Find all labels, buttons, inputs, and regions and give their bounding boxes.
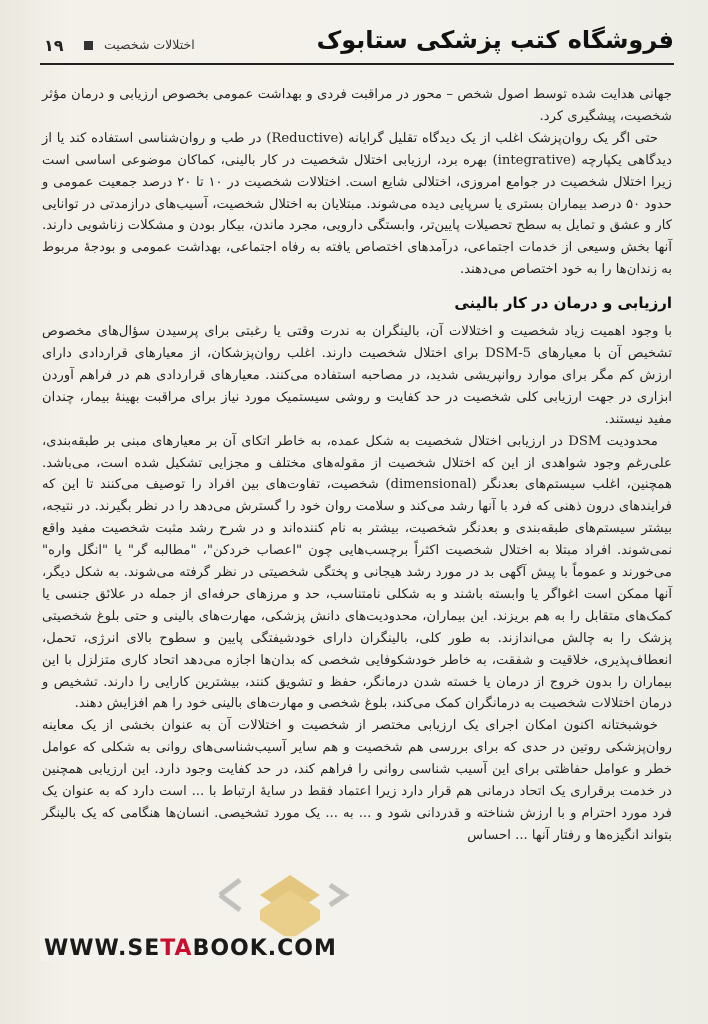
running-head: اختلالات شخصیت: [104, 37, 195, 52]
page-header: [40, 26, 674, 62]
header-square-icon: [84, 41, 93, 50]
site-url-prefix: WWW.SE: [44, 936, 161, 961]
store-title: فروشگاه کتب پزشکی ستابوک: [316, 26, 674, 54]
paragraph-5: خوشبختانه اکنون امکان اجرای یک ارزیابی مختصر از شخصیت و اختلالات آن به عنوان بخشی از یک معاینه روان‌پزشکی روتین در حدی که برای بررسی هم شخصیت و هم سایر آسیب‌شناسی‌های روانی به شکلی که عوامل خطر و عوامل حفاظتی برای این آسیب شناسی روانی را فراهم کند، در حد کفایت وجود دارد. این ارزیابی همچنین در خدمت برقراری یک اتحاد درمانی هم قرار دارد زیرا اعتماد فقط در سایهٔ ارتباط با ... است دارد که به عنوان یک فرد مورد احترام و با ارزش شناخته و قدردانی شود و ... به ... یک مورد تشخیصی. انسان‌ها هنگامی که یک بالینگر بتواند انگیزه‌ها و رفتار آنها ... احساس: [42, 718, 672, 843]
site-url-suffix: BOOK.COM: [192, 936, 337, 961]
paragraph-1: جهانی هدایت شده توسط اصول شخص – محور در مراقبت فردی و بهداشت عمومی بخصوص ارزیابی و درمان مؤثر شخصیت، پیشگیری کرد.: [42, 87, 672, 124]
header-rule: [40, 63, 674, 65]
site-url-highlight: TA: [160, 936, 193, 961]
body-text: [42, 84, 672, 847]
paragraph-3: با وجود اهمیت زیاد شخصیت و اختلالات آن، بالینگران به ندرت وقتی یا رغبتی برای پرسیدن سؤال‌های مخصوص تشخیص آن با معیارهای DSM-5 برای اختلال شخصیت دارند. اغلب روان‌پزشکان، از معیارهای قراردادی دارای ارزش کم مگر برای موارد روانپریشی شدید، در مصاحبه استفاده می‌کنند. معیارهای قراردادی هم در فراهم آوردن ابزاری در جهت ارزیابی کلی شخصیت در حد کفایت و روشی سیستمیک مورد نیاز برای مراقبت بهینهٔ بیمار، چندان مفید نیستند.: [42, 324, 672, 427]
paragraph-2: حتی اگر یک روان‌پزشک اغلب از یک دیدگاه تقلیل گرایانه (Reductive) در طب و روان‌شناسی استفاده کند یا از دیدگاهی یکپارچه (integrative) بهره برد، ارزیابی اختلال شخصیت در کار بالینی، کماکان موضوعی اساسی است زیرا اختلال شخصیت در جوامع امروزی، اختلالی شایع است. اختلالات شخصیت در ۱۰ تا ۲۰ درصد جمعیت عمومی و حدود ۵۰ درصد بیماران بستری یا سرپایی دیده می‌شوند. مبتلایان به اختلال شخصیت، آسیب‌های درازمدتی در توانایی کار و عشق و تمایل به سطح تحصیلات پایین‌تر، وابستگی دارویی، مجرد ماندن، بیکار بودن و مشکلات زناشویی دارند. آنها بخش وسیعی از خدمات اجتماعی، درآمدهای اختصاص یافته به رفاه اجتماعی، بهداشت عمومی و بودجهٔ مربوط به زندان‌ها را به خود اختصاص می‌دهند.: [42, 130, 672, 278]
page-number: ۱۹: [44, 36, 64, 55]
paragraph-4: محدودیت DSM در ارزیابی اختلال شخصیت به شکل عمده، به خاطر اتکای آن بر معیارهای مبنی بر طبقه‌بندی، علی‌رغم وجود شواهدی از این که اختلال شخصیت از مقوله‌های مختلف و مجزایی تشکیل شده است، می‌باشد. همچنین، اغلب سیستم‌های بعدنگر (dimensional) شخصیت، تفاوت‌های بین افراد را توصیف می‌کنند تا این که فرایندهای درون ذهنی که فرد با آنها رشد می‌کند و سلامت روان خود را گسترش می‌دهد را در نظر بگیرند. در نتیجه، بیشتر سیستم‌های طبقه‌بندی و بعدنگر شخصیت، بیشتر به نام کننده‌اند و در شرح رشد مثبت شخصیت مفید واقع نمی‌شوند. افراد مبتلا به اختلال شخصیت اکثراً برچسب‌هایی چون "اعصاب خردکن"، "مطالبه گر" یا "انگل واره" می‌خورند و عموماً با پیش آگهی بد در مورد رشد هیجانی و پختگی شخصیتی در نظر گرفته می‌شوند. به شکل دیگر، آنها ممکن است اغواگر یا وابسته باشند و به شکلی نامتناسب، حد و مرزهای حرفه‌ای از جمله در علائق جنسی یا کمک‌های متقابل را به هم بریزند. این بیماران، محدودیت‌های دانش پزشکی، مهارت‌های بالینی و حتی بلوغ شخصیتی پزشک را به چالش می‌اندازند. به طور کلی، بالینگران دارای خودشیفتگی پایین و سطوح بالای انرژی، تحمل، انعطاف‌پذیری، خلاقیت و شفقت، به خاطر خودشکوفایی شخصی که بدان‌ها اجازه می‌دهد اتحاد کاری متزلزل با این بیماران را بدون خروج از درمان یا خسته شدن درمانگر، حفظ و تشویق کنند، بیشترین کارایی را دارند. تشخیص و درمان اختلالات شخصیت به درمانگران کمک می‌کند، بلوغ شخصی و مهارت‌های بالینی خود را هم افزایش دهند.: [42, 433, 672, 712]
site-url: [40, 936, 341, 961]
section-heading: ارزیابی و درمان در کار بالینی: [454, 294, 672, 313]
